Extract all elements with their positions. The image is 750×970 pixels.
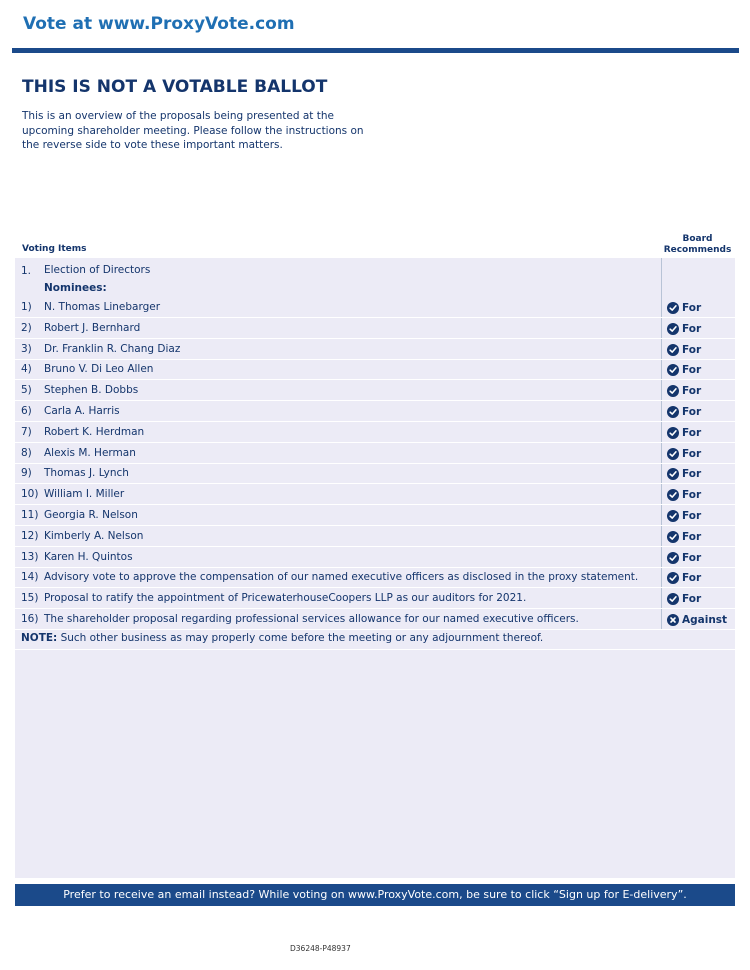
- proxyvote-link[interactable]: Vote at www.ProxyVote.com: [23, 14, 295, 34]
- item-text: Dr. Franklin R. Chang Diaz: [44, 342, 181, 355]
- table-row: [15, 339, 735, 360]
- item-text: Thomas J. Lynch: [44, 467, 129, 480]
- recommendation-label: For: [682, 385, 702, 398]
- document-code: D36248-P48937: [290, 944, 351, 953]
- check-circle-icon: [667, 364, 679, 376]
- table-row: [15, 547, 735, 568]
- table-row: [15, 297, 735, 318]
- item-number: 6): [21, 405, 32, 417]
- item-number: 10): [21, 488, 39, 501]
- item-number: 14): [21, 571, 39, 584]
- item-number: 7): [21, 425, 32, 438]
- recommendation-label: For: [682, 468, 702, 481]
- recommendation: [667, 364, 701, 376]
- board-header-line: Recommends: [663, 245, 732, 255]
- item-number: 16): [21, 613, 39, 625]
- item-number: 3): [21, 342, 32, 355]
- table-row: [15, 359, 735, 380]
- intro-line: This is an overview of the proposals being presented at the: [22, 110, 334, 122]
- recommendation: [667, 531, 701, 543]
- recommendation-label: For: [682, 426, 702, 439]
- recommendation: [667, 344, 701, 356]
- recommendation: [667, 614, 727, 626]
- recommendation-label: For: [682, 572, 702, 585]
- recommendation: [667, 468, 701, 480]
- check-circle-icon: [667, 385, 679, 397]
- voting-items-header: Voting Items: [22, 244, 87, 254]
- recommendation-label: For: [682, 406, 702, 418]
- item-text: Alexis M. Herman: [44, 446, 136, 459]
- item-number: 5): [21, 384, 32, 397]
- board-recommends-header: [661, 234, 734, 256]
- section-row: [15, 261, 735, 279]
- check-circle-icon: [667, 448, 679, 460]
- header-rule: [12, 48, 739, 53]
- recommendation: [667, 448, 701, 460]
- item-number: 1): [21, 301, 32, 313]
- check-circle-icon: [667, 489, 679, 501]
- table-row: [15, 484, 735, 505]
- check-circle-icon: [667, 406, 679, 418]
- table-row: [15, 588, 735, 609]
- check-circle-icon: [667, 552, 679, 564]
- recommendation-label: For: [682, 593, 702, 606]
- section-number: 1.: [21, 265, 32, 277]
- recommendation-label: For: [682, 530, 702, 543]
- check-circle-icon: [667, 427, 679, 439]
- table-row: [15, 422, 735, 443]
- check-circle-icon: [667, 323, 679, 335]
- item-number: 4): [21, 363, 32, 376]
- recommendation-label: For: [682, 302, 702, 314]
- table-row: [15, 567, 735, 588]
- recommendation-label: Against: [682, 614, 728, 626]
- check-circle-icon: [667, 572, 679, 584]
- item-text: Georgia R. Nelson: [44, 509, 138, 521]
- recommendation: [667, 593, 701, 605]
- check-circle-icon: [667, 531, 679, 543]
- x-circle-icon: [667, 614, 679, 626]
- item-text: Carla A. Harris: [44, 405, 120, 417]
- recommendation: [667, 489, 701, 501]
- board-header-line: Board: [682, 234, 713, 244]
- nominees-row: [15, 279, 735, 297]
- item-number: 8): [21, 446, 32, 459]
- item-number: 13): [21, 550, 39, 563]
- recommendation: [667, 572, 701, 584]
- intro-line: upcoming shareholder meeting. Please follow the instructions on: [22, 124, 364, 137]
- item-number: 11): [21, 509, 39, 521]
- intro-line: the reverse side to vote these important matters.: [22, 139, 283, 151]
- recommendation: [667, 510, 701, 522]
- recommendation: [667, 323, 701, 335]
- item-text: Robert K. Herdman: [44, 425, 145, 438]
- item-text: Karen H. Quintos: [44, 550, 133, 563]
- item-text: The shareholder proposal regarding professional services allowance for our named executive officers.: [44, 613, 579, 625]
- item-text: Proposal to ratify the appointment of PricewaterhouseCoopers LLP as our auditors for 2021.: [44, 592, 527, 605]
- table-row: [15, 609, 735, 630]
- check-circle-icon: [667, 302, 679, 314]
- table-row: [15, 401, 735, 422]
- edelivery-banner: Prefer to receive an email instead? While voting on www.ProxyVote.com, be sure to click “Sign up for E-delivery”.: [15, 884, 735, 906]
- check-circle-icon: [667, 510, 679, 522]
- item-text: Advisory vote to approve the compensation of our named executive officers as disclosed in the proxy statement.: [44, 571, 639, 584]
- table-row: [15, 318, 735, 339]
- item-text: William I. Miller: [44, 488, 125, 501]
- item-number: 2): [21, 321, 32, 334]
- recommendation: [667, 427, 701, 439]
- item-number: 12): [21, 529, 39, 542]
- recommendation-label: For: [682, 364, 702, 377]
- table-row: [15, 443, 735, 464]
- nominees-label: Nominees:: [44, 282, 107, 294]
- item-number: 9): [21, 467, 32, 480]
- recommendation-label: For: [682, 510, 702, 522]
- recommendation-label: For: [682, 551, 702, 564]
- recommendation-label: For: [682, 489, 702, 502]
- intro-text: [22, 109, 372, 153]
- note-label: NOTE:: [21, 632, 58, 644]
- section-label: Election of Directors: [44, 264, 151, 276]
- table-row: [15, 380, 735, 401]
- note-text: [21, 632, 543, 644]
- recommendation-label: For: [682, 322, 702, 335]
- note-row: [15, 629, 735, 650]
- note-body: Such other business as may properly come before the meeting or any adjournment thereof.: [57, 632, 544, 644]
- page-title: THIS IS NOT A VOTABLE BALLOT: [22, 77, 328, 97]
- item-text: Robert J. Bernhard: [44, 321, 141, 334]
- recommendation-label: For: [682, 343, 702, 356]
- item-text: N. Thomas Linebarger: [44, 301, 161, 313]
- recommendation: [667, 552, 701, 564]
- item-text: Bruno V. Di Leo Allen: [44, 363, 154, 376]
- recommendation-label: For: [682, 447, 702, 460]
- item-text: Kimberly A. Nelson: [44, 529, 144, 542]
- item-text: Stephen B. Dobbs: [44, 384, 139, 397]
- table-row: [15, 526, 735, 547]
- item-number: 15): [21, 592, 39, 605]
- recommendation: [667, 406, 701, 418]
- recommendation: [667, 385, 701, 397]
- check-circle-icon: [667, 344, 679, 356]
- check-circle-icon: [667, 468, 679, 480]
- table-row: [15, 463, 735, 484]
- recommendation: [667, 302, 701, 314]
- table-row: [15, 505, 735, 526]
- check-circle-icon: [667, 593, 679, 605]
